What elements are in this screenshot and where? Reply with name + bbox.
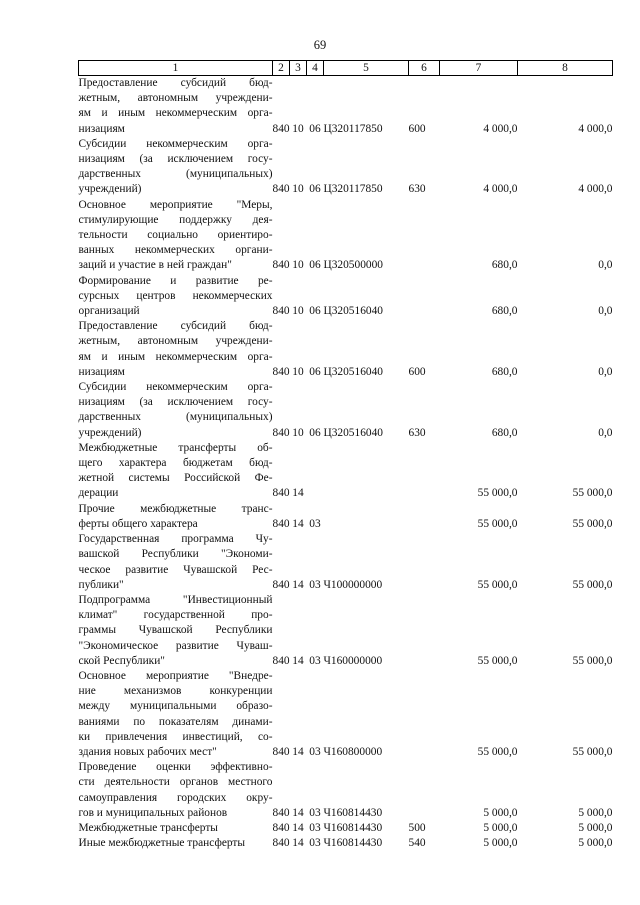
col-header-6: 6 (409, 61, 440, 76)
table-row (79, 137, 613, 198)
row-amount-1: 4 000,0 (483, 183, 518, 196)
row-name-line: Основное мероприятие "Внедре- (78, 669, 273, 682)
row-target-article: Ц320516040 (323, 426, 383, 439)
row-section-code: 14 (292, 821, 304, 834)
table-row (79, 669, 613, 760)
row-name-line: Прочие межбюджетные транс- (78, 502, 273, 515)
row-amount-1: 5 000,0 (483, 806, 518, 819)
row-name (79, 274, 273, 320)
row-name-line: Межбюджетные трансферты (78, 821, 218, 834)
row-name (79, 760, 273, 821)
row-ministry-code: 840 (272, 183, 290, 196)
row-subsection-code: 06 (309, 305, 321, 318)
col-header-1: 1 (79, 61, 273, 76)
row-section-code: 10 (292, 305, 304, 318)
row-name-line: здания новых рабочих мест" (78, 745, 217, 758)
col-header-5: 5 (324, 61, 409, 76)
row-amount-2: 0,0 (598, 305, 613, 318)
row-name-line: тельности социально ориентиро- (78, 229, 273, 242)
row-target-article: Ч160000000 (323, 654, 383, 667)
row-amount-1: 680,0 (491, 365, 518, 378)
row-amount-2: 55 000,0 (572, 578, 613, 591)
row-expense-type (409, 760, 440, 821)
row-expense-type (409, 532, 440, 593)
row-name-line: между муниципальными образо- (78, 700, 273, 713)
row-section-code: 10 (292, 183, 304, 196)
row-name-line: низациям (за исключением госу- (78, 396, 273, 409)
row-name-line: низациям (78, 122, 125, 135)
row-name-line: ской Республики" (78, 654, 165, 667)
row-name (79, 502, 273, 532)
row-name-line: публики" (78, 578, 124, 591)
row-name-line: ванных некоммерческих органи- (78, 244, 273, 257)
row-ministry-code: 840 (272, 821, 290, 834)
row-target-article: Ц320117850 (323, 122, 383, 135)
row-amount-2: 55 000,0 (572, 517, 613, 530)
row-amount-2: 5 000,0 (578, 821, 613, 834)
row-expense-type (409, 198, 440, 274)
row-amount-1: 55 000,0 (477, 487, 518, 500)
row-name-line: Государственная программа Чу- (78, 533, 273, 546)
row-subsection-code (307, 441, 324, 502)
row-expense-type: 600 (408, 122, 426, 135)
row-name-line: гов и муниципальных районов (78, 806, 228, 819)
row-name-line: заций и участие в ней граждан" (78, 259, 232, 272)
row-name-line: "Экономическое развитие Чуваш- (78, 639, 273, 652)
row-expense-type (409, 502, 440, 532)
row-name-line: Предоставление субсидий бюд- (78, 320, 273, 333)
row-target-article: Ц320117850 (323, 183, 383, 196)
row-name-line: ческое развитие Чувашской Рес- (78, 563, 273, 576)
row-amount-1: 55 000,0 (477, 654, 518, 667)
row-name (79, 532, 273, 593)
row-ministry-code: 840 (272, 745, 290, 758)
table-row (79, 502, 613, 532)
row-name-line: климат" государственной про- (78, 609, 273, 622)
row-expense-type (409, 274, 440, 320)
row-name-line: жетной системы Российской Фе- (78, 472, 273, 485)
row-name-line: ям и иным некоммерческим орга- (78, 350, 273, 363)
row-subsection-code: 03 (309, 806, 321, 819)
row-name (79, 441, 273, 502)
row-section-code: 14 (292, 806, 304, 819)
table-row (79, 198, 613, 274)
row-subsection-code: 06 (309, 183, 321, 196)
column-number-header-row (79, 61, 613, 76)
row-name (79, 76, 273, 137)
row-subsection-code: 06 (309, 426, 321, 439)
row-ministry-code: 840 (272, 426, 290, 439)
row-target-article (324, 502, 409, 532)
row-name-line: Межбюджетные трансферты об- (78, 441, 273, 454)
row-section-code: 14 (292, 654, 304, 667)
row-target-article: Ч160800000 (323, 745, 383, 758)
row-name-line: Основное мероприятие "Меры, (78, 198, 273, 211)
table-row (79, 380, 613, 441)
row-section-code: 10 (292, 122, 304, 135)
row-ministry-code: 840 (272, 806, 290, 819)
row-expense-type (409, 441, 440, 502)
row-ministry-code: 840 (272, 122, 290, 135)
row-name-line: Иные межбюджетные трансферты (78, 837, 246, 850)
row-amount-1: 680,0 (491, 259, 518, 272)
row-name-line: щего характера бюджетам бюд- (78, 457, 273, 470)
row-expense-type: 540 (408, 837, 426, 850)
row-name-line: Подпрограмма "Инвестиционный (78, 593, 273, 606)
row-name (79, 821, 273, 836)
col-header-7: 7 (440, 61, 518, 76)
row-name (79, 319, 273, 380)
row-amount-1: 55 000,0 (477, 578, 518, 591)
col-header-8: 8 (518, 61, 613, 76)
table-body (79, 76, 613, 852)
row-amount-1: 55 000,0 (477, 517, 518, 530)
row-amount-2: 4 000,0 (578, 183, 613, 196)
row-name-line: низациям (за исключением госу- (78, 153, 273, 166)
row-subsection-code: 03 (309, 654, 321, 667)
row-target-article: Ц320516040 (323, 305, 383, 318)
row-name-line: дерации (78, 487, 119, 500)
row-amount-2: 55 000,0 (572, 487, 613, 500)
row-name-line: жетным, автономным учреждени- (78, 92, 273, 105)
row-target-article (324, 441, 409, 502)
row-name-line: вашской Республики "Экономи- (78, 548, 273, 561)
row-name-line: дарственных (муниципальных) (78, 411, 273, 424)
row-amount-2: 55 000,0 (572, 654, 613, 667)
row-expense-type: 500 (408, 821, 426, 834)
table-row (79, 76, 613, 137)
row-ministry-code: 840 (272, 259, 290, 272)
row-name-line: учреждений) (78, 426, 142, 439)
row-name-line: самоуправления городских окру- (78, 791, 273, 804)
row-expense-type (409, 669, 440, 760)
row-name-line: сурсных центров некоммерческих (78, 289, 273, 302)
row-name (79, 836, 273, 851)
row-amount-1: 680,0 (491, 305, 518, 318)
row-name-line: стимулирующие поддержку дея- (78, 213, 273, 226)
row-subsection-code: 03 (309, 745, 321, 758)
row-name-line: ки привлечения инвестиций, со- (78, 730, 273, 743)
row-amount-2: 55 000,0 (572, 745, 613, 758)
row-ministry-code: 840 (272, 837, 290, 850)
row-section-code: 10 (292, 426, 304, 439)
row-section-code: 14 (292, 578, 304, 591)
page-number: 69 (313, 38, 327, 52)
row-ministry-code: 840 (272, 578, 290, 591)
row-name-line: ние механизмов конкуренции (78, 685, 273, 698)
table-row (79, 836, 613, 851)
row-name (79, 198, 273, 274)
row-name-line: Субсидии некоммерческим орга- (78, 381, 273, 394)
row-subsection-code: 03 (309, 517, 321, 530)
row-name-line: организаций (78, 305, 140, 318)
row-subsection-code: 06 (309, 259, 321, 272)
row-name-line: граммы Чувашской Республики (78, 624, 273, 637)
row-target-article: Ц320500000 (323, 259, 383, 272)
row-name (79, 380, 273, 441)
row-ministry-code: 840 (272, 487, 290, 500)
row-name-line: Предоставление субсидий бюд- (78, 77, 273, 89)
table-row (79, 274, 613, 320)
col-header-4: 4 (307, 61, 324, 76)
row-amount-1: 680,0 (491, 426, 518, 439)
budget-table (78, 60, 613, 851)
row-expense-type: 630 (408, 426, 426, 439)
row-expense-type (409, 593, 440, 669)
row-subsection-code: 03 (309, 821, 321, 834)
table-row (79, 593, 613, 669)
row-name-line: Формирование и развитие ре- (78, 274, 273, 287)
row-amount-1: 4 000,0 (483, 122, 518, 135)
row-name-line: дарственных (муниципальных) (78, 168, 273, 181)
row-amount-1: 55 000,0 (477, 745, 518, 758)
row-section-code: 10 (292, 259, 304, 272)
row-ministry-code: 840 (272, 305, 290, 318)
row-name-line: ям и иным некоммерческим орга- (78, 107, 273, 120)
row-name-line: ваниями по показателям динами- (78, 715, 273, 728)
row-expense-type: 600 (408, 365, 426, 378)
row-name (79, 669, 273, 760)
row-target-article: Ч160814430 (323, 821, 383, 834)
row-target-article: Ч100000000 (323, 578, 383, 591)
row-name-line: Проведение оценки эффективно- (78, 761, 273, 774)
row-name-line: учреждений) (78, 183, 142, 196)
col-header-2: 2 (273, 61, 290, 76)
table-row (79, 532, 613, 593)
row-target-article: Ч160814430 (323, 837, 383, 850)
table-row (79, 760, 613, 821)
row-target-article: Ч160814430 (323, 806, 383, 819)
row-subsection-code: 06 (309, 122, 321, 135)
row-section-code: 14 (292, 745, 304, 758)
row-amount-2: 5 000,0 (578, 806, 613, 819)
row-name-line: низациям (78, 365, 125, 378)
row-name-line: ферты общего характера (78, 517, 198, 530)
row-section-code: 14 (292, 487, 304, 500)
row-subsection-code: 06 (309, 365, 321, 378)
row-target-article: Ц320516040 (323, 365, 383, 378)
row-amount-1: 5 000,0 (483, 821, 518, 834)
row-name (79, 593, 273, 669)
row-name (79, 137, 273, 198)
row-name-line: сти деятельности органов местного (78, 776, 273, 789)
row-ministry-code: 840 (272, 517, 290, 530)
row-name-line: жетным, автономным учреждени- (78, 335, 273, 348)
row-ministry-code: 840 (272, 654, 290, 667)
row-subsection-code: 03 (309, 837, 321, 850)
row-amount-1: 5 000,0 (483, 837, 518, 850)
row-expense-type: 630 (408, 183, 426, 196)
row-section-code: 10 (292, 365, 304, 378)
row-section-code: 14 (292, 837, 304, 850)
row-amount-2: 0,0 (598, 365, 613, 378)
row-subsection-code: 03 (309, 578, 321, 591)
row-amount-2: 0,0 (598, 259, 613, 272)
row-ministry-code: 840 (272, 365, 290, 378)
table-row (79, 441, 613, 502)
col-header-3: 3 (290, 61, 307, 76)
row-amount-2: 4 000,0 (578, 122, 613, 135)
table-row (79, 821, 613, 836)
row-section-code: 14 (292, 517, 304, 530)
table-row (79, 319, 613, 380)
row-amount-2: 5 000,0 (578, 837, 613, 850)
row-name-line: Субсидии некоммерческим орга- (78, 137, 273, 150)
row-amount-2: 0,0 (598, 426, 613, 439)
